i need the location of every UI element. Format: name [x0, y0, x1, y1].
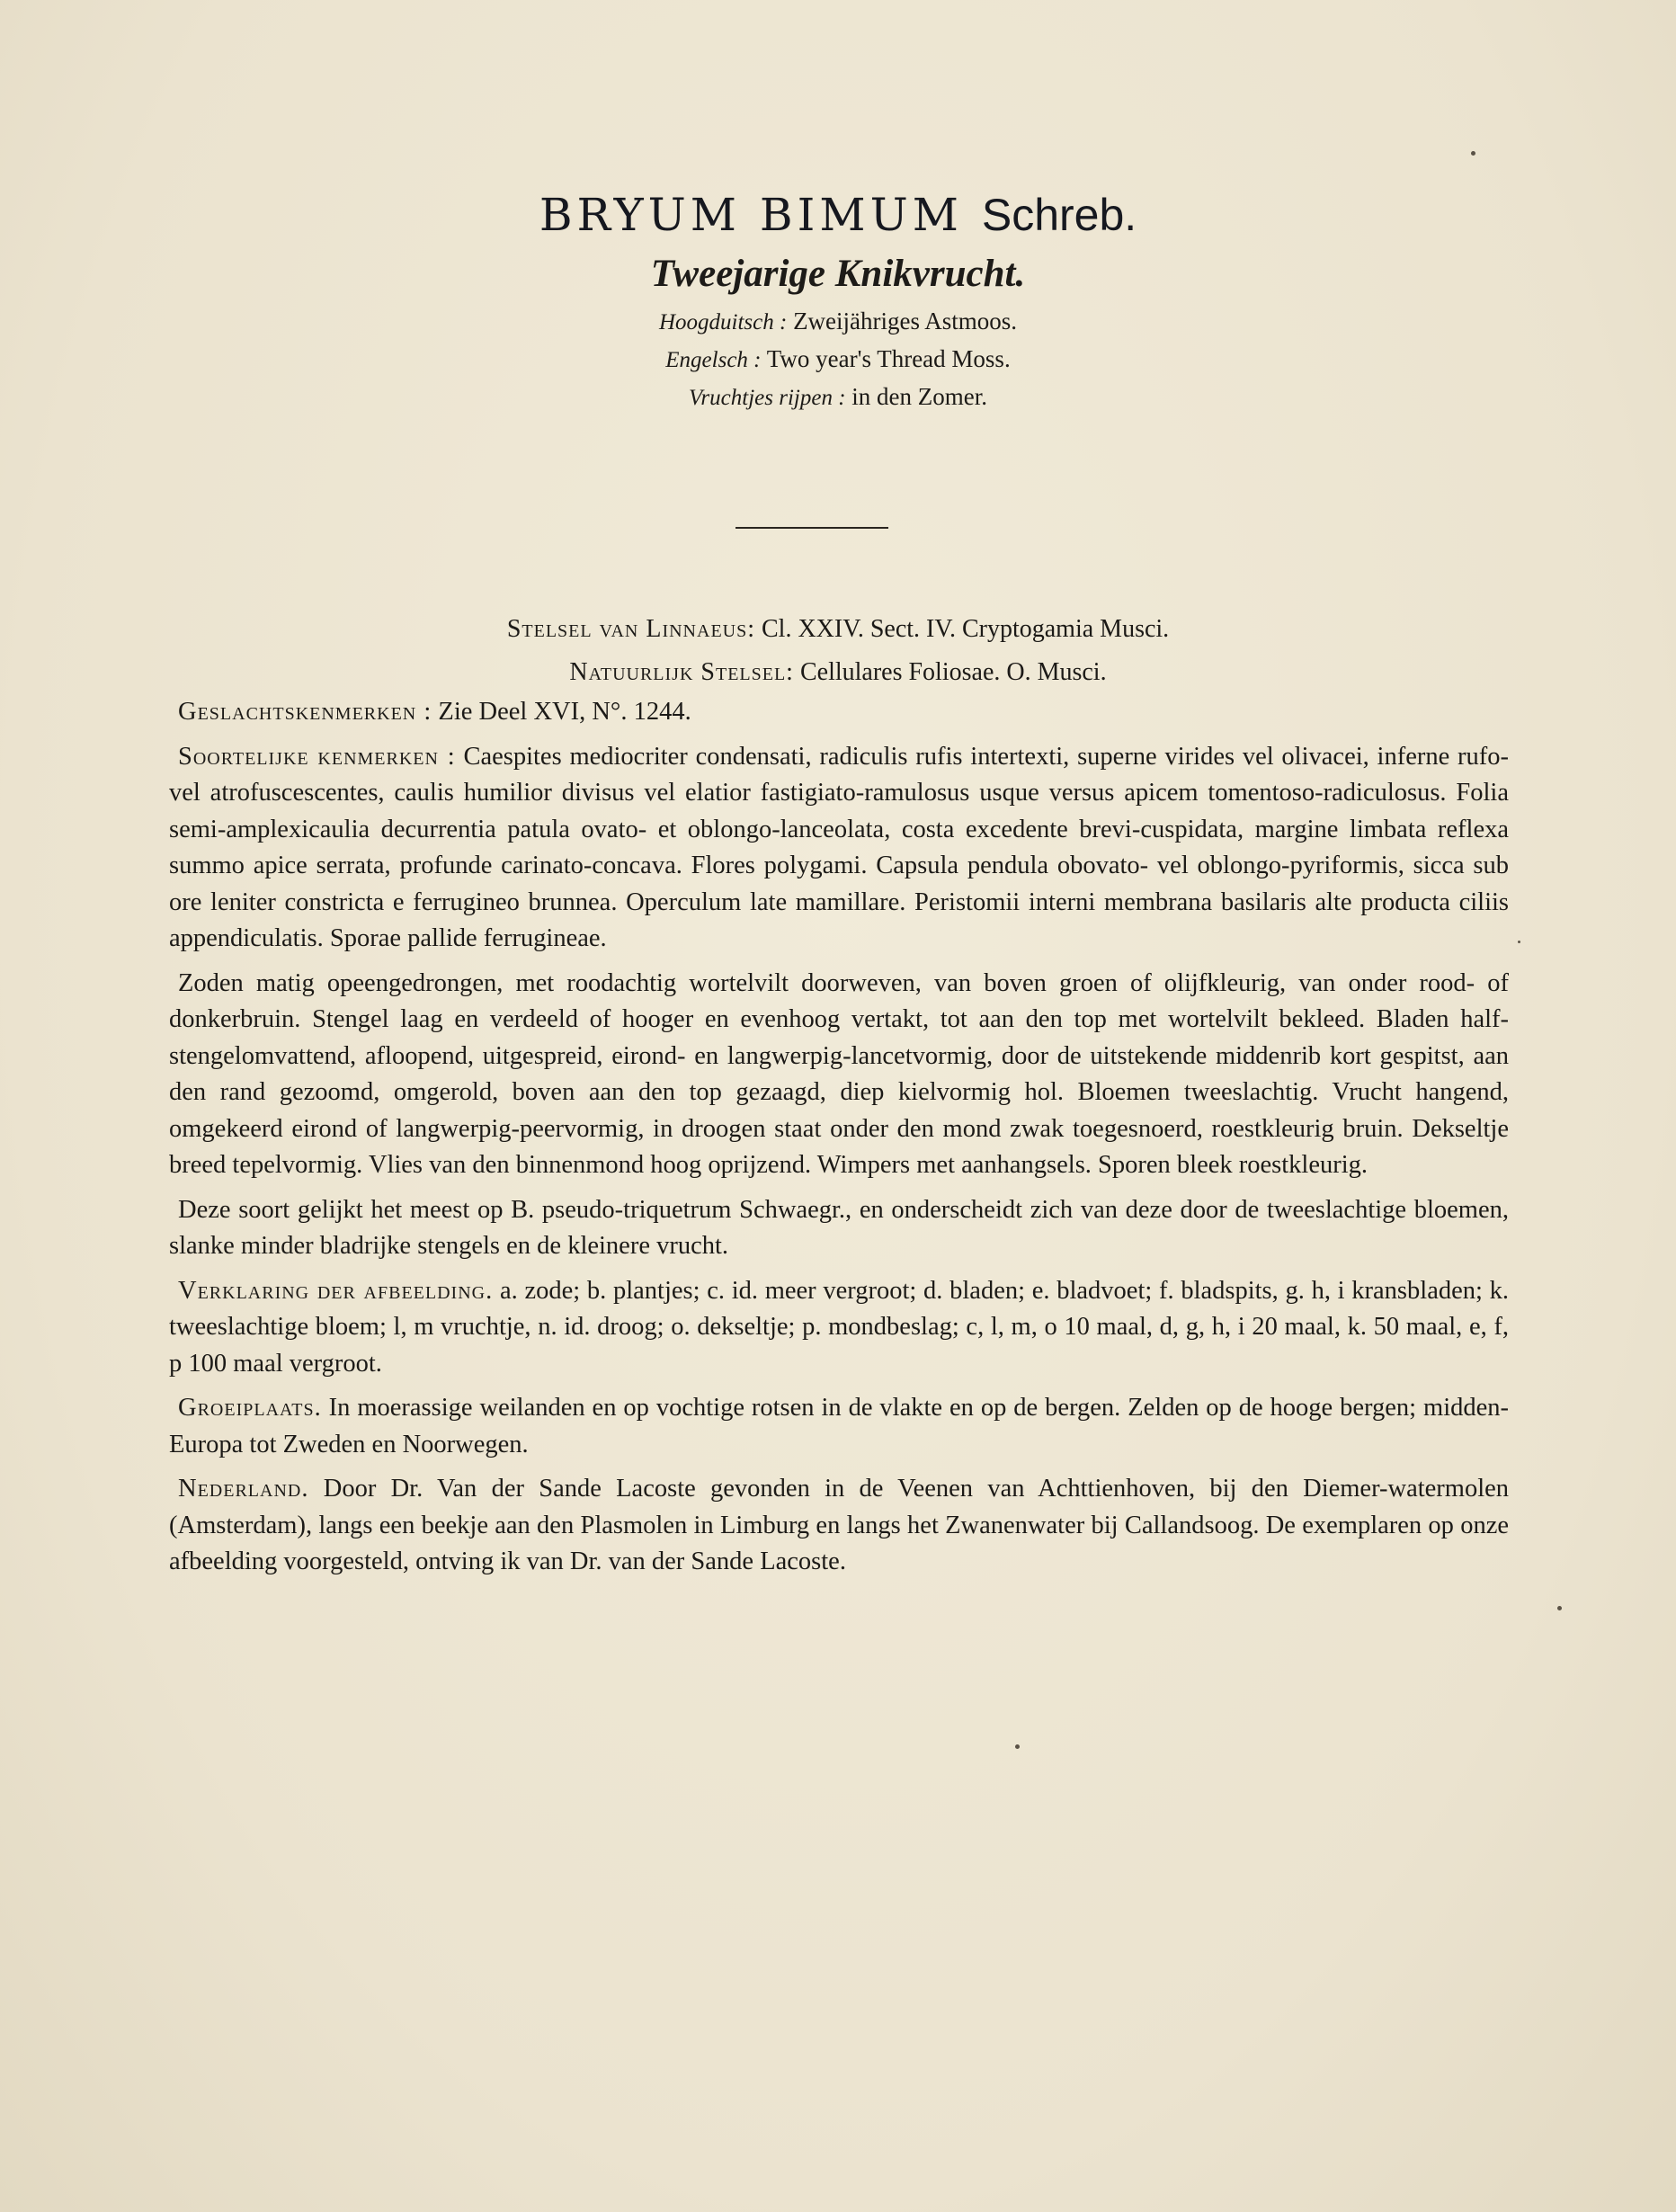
- plate-header: [0, 189, 1676, 415]
- genus-characters: [169, 694, 1509, 731]
- explanation-label: Verklaring der afbeelding.: [178, 1276, 494, 1305]
- dutch-description: Zoden matig opeengedrongen, met roodachtig wortelvilt doorweven, van boven groen of olijfkleurig, van onder rood- of donkerbruin. Stengel laag en verdeeld of hooger en evenhoog vertakt, tot aan den top met wortelvilt bekleed. Bladen half-stengelomvattend, afloopend, uitgespreid, eirond- en langwerpig-lancetvormig, door de uitstekende middenrib kort gespitst, aan den rand gezoomd, omgerold, boven aan den top gezaagd, diep kielvormig hol. Bloemen tweeslachtig. Vrucht hangend, omgekeerd eirond of langwerpig-peervormig, in droogen staat onder den mond zwak toegesnoerd, roestkleurig bruin. Dekseltje breed tepelvormig. Vlies van den binnenmond hoog oprijzend. Wimpers met aanhangsels. Sporen bleek roestkleurig.: [169, 968, 1509, 1179]
- species-characters: [169, 739, 1509, 958]
- fruit-label: Vruchtjes rijpen :: [689, 386, 846, 410]
- description-body: [169, 694, 1509, 1589]
- paper-speck: [1015, 1744, 1020, 1749]
- explanation-text: a. zode; b. plantjes; c. id. meer vergroot; d. bladen; e. bladvoet; f. bladspits, g. h, i kransbladen; k. tweeslachtige bloem; l, m vruchtje, n. id. droog; o. dekseltje; p. mondbeslag; c, l, m, o 10 maal, d, g, h, i 20 maal, k. 50 maal, e, f, p 100 maal vergroot.: [169, 1276, 1509, 1378]
- netherlands-label: Nederland.: [178, 1475, 309, 1503]
- genus-label: Geslachtskenmerken :: [178, 698, 432, 726]
- species-title: [0, 189, 1676, 241]
- species-name: BRYUM BIMUM: [539, 189, 963, 241]
- comparison-paragraph: Deze soort gelijkt het meest op B. pseudo-triquetrum Schwaegr., en onderscheidt zich van deze door de tweeslachtige bloemen, slanke minder bladrijke stengels en de kleinere vrucht.: [169, 1195, 1509, 1260]
- habitat-text: In moerassige weilanden en op vochtige rotsen in de vlakte en op de bergen. Zelden op de hooge bergen; midden-Europa tot Zweden en Noorwegen.: [169, 1394, 1509, 1458]
- paper-speck: [1557, 1606, 1562, 1610]
- paper-speck: [1518, 941, 1520, 943]
- english-name: Two year's Thread Moss.: [766, 345, 1011, 372]
- natural-value: Cellulares Foliosae. O. Musci.: [799, 658, 1107, 686]
- species-text: Caespites mediocriter condensati, radiculis rufis intertexti, superne virides vel olivacei, inferne rufo- vel atrofuscescentes, caulis humilior divisus vel elatior fastigiato-ramulosus usque versus apicem tomentoso-radiculosus. Folia semi-amplexicaulia decurrentia patula ovato- et oblongo-lanceolata, costa excedente brevi-cuspidata, margine limbata reflexa summo apice serrata, profunde carinato-concava. Flores polygami. Capsula pendula obovato- vel oblongo-pyriformis, sicca sub ore leniter constricta e ferrugineo brunnea. Operculum late mamillare. Peristomii interni membrana basilaris alte producta ciliis appendiculatis. Sporae pallide ferrugineae.: [169, 742, 1509, 952]
- german-name: Zweijähriges Astmoos.: [793, 308, 1018, 334]
- dutch-name: Tweejarige Knikvrucht.: [650, 253, 1026, 295]
- linnaeus-system-line: [0, 615, 1676, 644]
- german-label: Hoogduitsch :: [658, 310, 788, 334]
- natural-system-line: [0, 658, 1676, 687]
- english-name-line: [0, 343, 1676, 377]
- plate-explanation: [169, 1273, 1509, 1383]
- english-label: Engelsch :: [665, 348, 762, 372]
- species-label: Soortelijke kenmerken :: [178, 742, 456, 771]
- fruit-time-line: [0, 380, 1676, 415]
- netherlands-paragraph: [169, 1471, 1509, 1581]
- netherlands-text: Door Dr. Van der Sande Lacoste gevonden in de Veenen van Achttienhoven, bij den Diemer-watermolen (Amsterdam), langs een beekje aan den Plasmolen in Limburg en langs het Zwanenwater bij Callandsoog. De exemplaren op onze afbeelding voorgesteld, ontving ik van Dr. van der Sande Lacoste.: [169, 1475, 1510, 1575]
- species-author: Schreb.: [981, 190, 1137, 240]
- paper-speck: [1471, 151, 1475, 156]
- genus-text: Zie Deel XVI, N°. 1244.: [438, 698, 691, 726]
- linnaeus-value: Cl. XXIV. Sect. IV. Cryptogamia Musci.: [762, 615, 1170, 643]
- fruit-time: in den Zomer.: [851, 383, 987, 410]
- german-name-line: [0, 305, 1676, 339]
- natural-label: Natuurlijk Stelsel:: [569, 658, 794, 686]
- habitat-label: Groeiplaats.: [178, 1394, 322, 1422]
- divider-rule: [735, 527, 888, 529]
- linnaeus-label: Stelsel van Linnaeus:: [506, 615, 755, 643]
- habitat-paragraph: [169, 1390, 1509, 1463]
